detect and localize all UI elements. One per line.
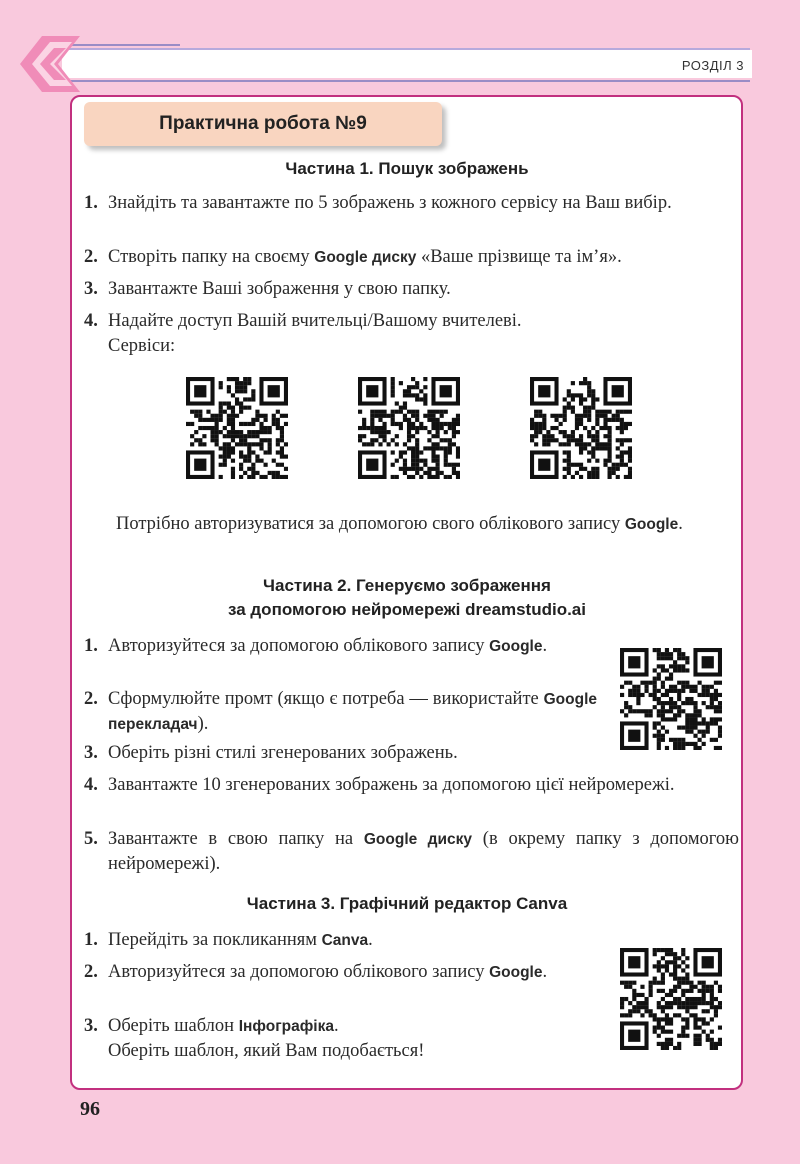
qr-code[interactable] — [186, 377, 288, 479]
part3-item-3: 3. Оберіть шаблон Інфографіка. Оберіть шаблон, який Вам подобається! — [84, 1014, 644, 1064]
item-bold: Google перекладач — [108, 691, 597, 733]
page-title: Практична робота №9 — [84, 102, 442, 146]
item-text: Створіть папку на своєму — [108, 247, 315, 267]
header-band — [62, 50, 752, 78]
item-number: 5. — [84, 829, 98, 849]
section-label: РОЗДІЛ 3 — [681, 58, 744, 73]
item-text: Надайте доступ Вашій вчительці/Вашому вчителеві. — [108, 311, 522, 331]
item-text: «Ваше прізвище та ім’я». — [416, 247, 622, 267]
item-number: 4. — [84, 311, 98, 331]
item-number: 1. — [84, 636, 98, 656]
item-bold: Google — [489, 638, 543, 655]
part2-item-1: 1. Авторизуйтеся за допомогою облікового запису Google. — [84, 634, 597, 659]
item-text: Завантажте Ваші зображення у свою папку. — [108, 279, 451, 299]
item-number: 2. — [84, 247, 98, 267]
part2-item-5: 5. Завантажте в свою папку на Google диску (в окрему папку з допомогою нейромережі). — [84, 829, 739, 874]
part2-heading-line1: Частина 2. Генеруємо зображення — [263, 576, 551, 595]
part1-item-1 — [84, 191, 739, 216]
item-text: Завантажте 10 згенерованих зображень за допомогою цієї нейромережі. — [108, 775, 675, 795]
item-number: 1. — [84, 193, 98, 213]
item-bold: Інфографіка — [238, 1018, 334, 1035]
note-bold: Google — [624, 516, 679, 533]
part1-item-3 — [84, 277, 739, 302]
item-bold: Google диску — [363, 831, 473, 848]
item-text: Оберіть різні стилі згенерованих зображень. — [108, 743, 458, 763]
part2-item-4 — [84, 773, 739, 798]
part2-item-2: 2. Сформулюйте промт (якщо є потреба — використайте Google перекладач). — [84, 689, 597, 734]
item-text: Знайдіть та завантажте по 5 зображень з кожного сервісу на Ваш вибір. — [108, 193, 672, 213]
item-number: 4. — [84, 775, 98, 795]
part2-heading-line2: за допомогою нейромережі dreamstudio.ai — [227, 600, 586, 619]
item-number: 3. — [84, 1016, 98, 1036]
page-number: 96 — [80, 1098, 100, 1120]
back-chevron-icon — [20, 36, 80, 92]
item-number: 3. — [84, 743, 98, 763]
qr-code[interactable] — [620, 948, 722, 1050]
item-number: 2. — [84, 689, 98, 709]
item-subtext: Сервіси: — [108, 336, 176, 356]
item-number: 2. — [84, 962, 98, 982]
qr-code[interactable] — [530, 377, 632, 479]
item-bold: Canva — [321, 932, 369, 949]
header-line-bottom — [60, 80, 750, 82]
part3-heading: Частина 3. Графічний редактор Canva — [246, 894, 568, 913]
qr-code[interactable] — [358, 377, 460, 479]
part1-item-4 — [84, 309, 739, 359]
part1-heading: Частина 1. Пошук зображень — [285, 159, 529, 178]
part3-item-2: 2. Авторизуйтеся за допомогою облікового запису Google. — [84, 960, 597, 985]
item-number: 1. — [84, 930, 98, 950]
part1-note: Потрібно авторизуватися за допомогою свого облікового запису Google. — [116, 514, 683, 534]
part3-item-1: 1. Перейдіть за покликанням Canva. — [84, 928, 597, 953]
part1-item-2 — [84, 245, 739, 270]
item-subtext: Оберіть шаблон, який Вам подобається! — [108, 1041, 425, 1061]
item-bold: Google диску — [314, 249, 417, 266]
qr-code[interactable] — [620, 648, 722, 750]
item-number: 3. — [84, 279, 98, 299]
item-bold: Google — [489, 964, 543, 981]
header-line-long — [60, 48, 750, 50]
